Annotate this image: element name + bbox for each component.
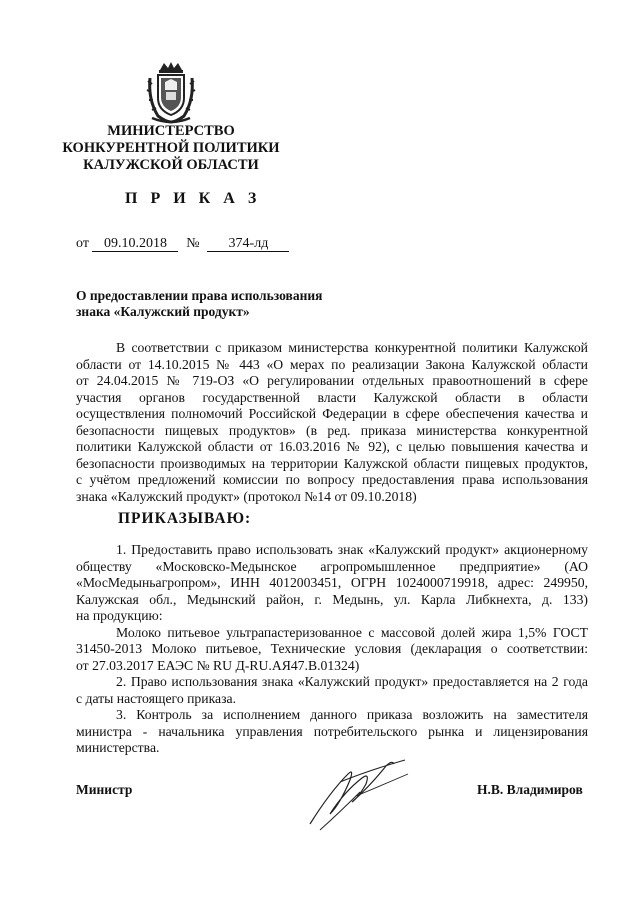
signer-name: Н.В. Владимиров <box>477 782 583 797</box>
subject-line: О предоставлении права использования <box>76 288 323 303</box>
paragraph-line: участия органов государственной власти Калужской области в области <box>76 389 588 405</box>
item-line: 1. Предоставить право использовать знак «Калужский продукт» акционерному <box>116 542 588 557</box>
item-line: министерства. <box>76 740 160 755</box>
item-line: с даты настоящего приказа. <box>76 690 237 706</box>
item-line: на продукцию: <box>76 608 163 623</box>
coat-of-arms-emblem <box>146 60 196 124</box>
product-line: Молоко питьевое ультрапастеризованное с массовой долей жира 1,5% ГОСТ <box>116 624 588 640</box>
item-line: обществу «Московско-Медынское агропромышленное предприятие» (АО <box>76 558 588 574</box>
item-line: 2. Право использования знака «Калужский продукт» предоставляется на 2 года <box>116 674 588 689</box>
paragraph-line: знака «Калужский продукт» (протокол №14 от 09.10.2018) <box>76 488 417 504</box>
minister-title: Министр <box>76 782 133 797</box>
handwritten-signature <box>300 752 415 832</box>
paragraph-line: безопасности пищевых продуктов» (в ред. приказа министерства конкурентной <box>76 422 588 438</box>
paragraph-line: осуществления полномочий Российской Федерации в сфере обеспечения качества и <box>76 406 588 421</box>
paragraph-line: безопасности производимых на территории Калужской области пищевых продуктов, <box>76 455 588 471</box>
paragraph-line: с учётом предложений комиссии по вопросу предоставления права использования <box>76 472 588 487</box>
item-line: «МосМедыньагропром», ИНН 4012003451, ОГРН 1024000719918, адрес: 249950, <box>76 575 588 590</box>
ministry-line: КОНКУРЕНТНОЙ ПОЛИТИКИ <box>62 140 280 156</box>
ministry-line: КАЛУЖСКОЙ ОБЛАСТИ <box>83 157 259 173</box>
item-line: 3. Контроль за исполнением данного приказа возложить на заместителя <box>116 707 588 722</box>
from-label: от <box>76 236 89 251</box>
paragraph-line: политики Калужской области от 16.03.2016 № 92), с целью повышения качества и <box>76 439 588 454</box>
ministry-line: МИНИСТЕРСТВО <box>107 123 235 139</box>
paragraph-line: области от 14.10.2015 № 443 «О мерах по реализации Закона Калужской области <box>76 356 588 372</box>
paragraph-line: В соответствии с приказом министерства конкурентной политики Калужской <box>116 340 588 355</box>
order-subject <box>76 288 376 320</box>
item-line: министра - начальника управления потребительского рынка и лицензирования <box>76 723 588 739</box>
order-date-number-line <box>76 236 289 252</box>
product-line: 31450-2013 Молоко питьевое, Технические условия (декларация о соответствии: <box>76 641 588 656</box>
order-date: 09.10.2018 <box>92 236 178 252</box>
document-type: П Р И К А З <box>125 190 261 207</box>
subject-line: знака «Калужский продукт» <box>76 304 250 319</box>
paragraph-line: от 24.04.2015 № 719-ОЗ «О регулировании отдельных правоотношений в сфере <box>76 373 588 388</box>
product-line: от 27.03.2017 ЕАЭС № RU Д-RU.АЯ47.В.01324) <box>76 657 360 673</box>
ministry-name <box>60 123 282 174</box>
prikazyvayu-heading: ПРИКАЗЫВАЮ: <box>118 510 252 527</box>
order-number: 374-лд <box>207 236 289 252</box>
number-label: № <box>186 236 200 251</box>
item-line: Калужская обл., Медынский район, г. Медынь, ул. Карла Либкнехта, д. 133) <box>76 591 588 607</box>
